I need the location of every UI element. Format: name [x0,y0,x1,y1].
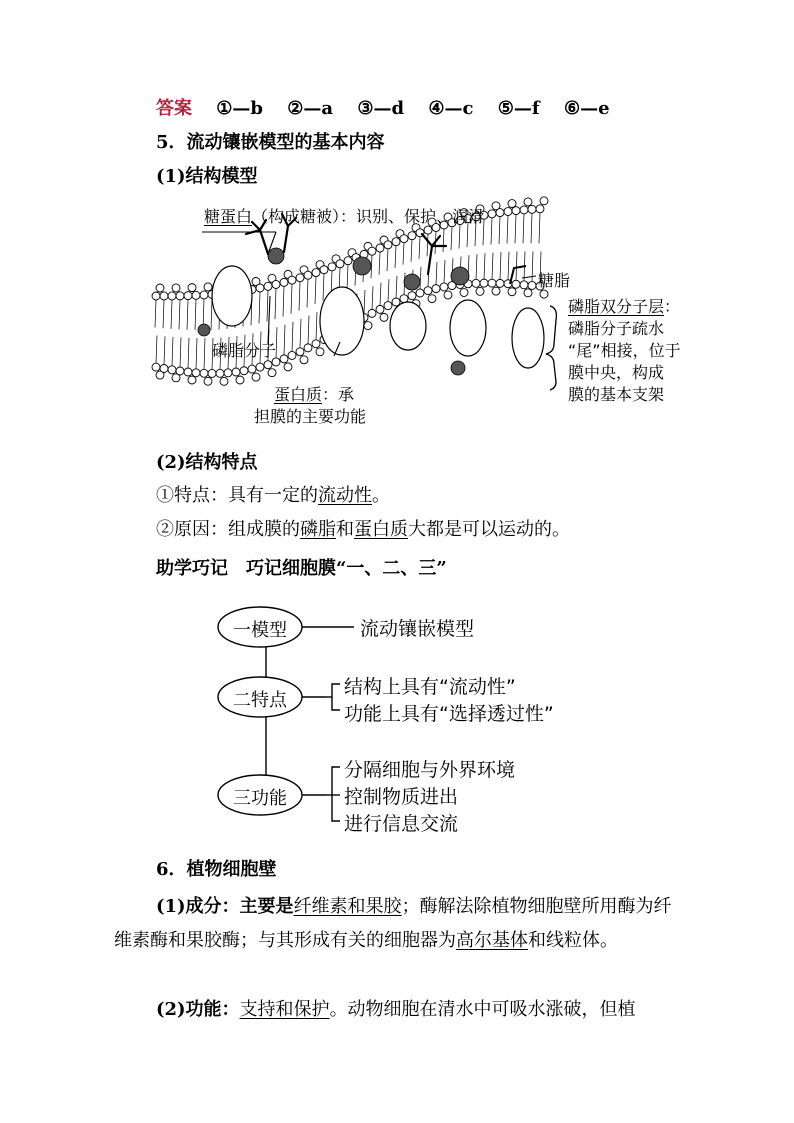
node2-item: 功能上具有“选择透过性” [344,703,554,725]
phospholipid-head [428,295,436,303]
node2-item: 结构上具有“流动性” [344,676,516,698]
phospholipid-head [376,305,384,313]
phospholipid-head [496,279,504,287]
phospholipid-head [540,197,548,205]
phospholipid-head [488,279,496,287]
node3-item: 控制物质进出 [344,786,459,808]
phospholipid-head [524,289,532,297]
phospholipid-head [160,364,168,372]
phospholipid-head [188,284,196,292]
node2-label: 二特点 [233,690,287,711]
phospholipid-head [460,289,468,297]
phospholipid-head [424,287,432,295]
phospholipid-head [528,205,536,213]
reason-prefix: ②原因：组成膜的 [156,519,300,540]
answer-pair: ④—c [428,98,474,119]
phospholipid-head [400,235,408,243]
phospholipid-head [200,291,208,299]
phospholipid-head [156,284,164,292]
phospholipid-tail [195,299,196,330]
reason-term2: 蛋白质 [354,519,408,540]
phospholipid-tail [427,234,428,256]
section5-heading: 5．流动镶嵌模型的基本内容 [156,132,385,153]
phospholipid-head [344,257,352,265]
phospholipid-tail [283,286,284,316]
phospholipid-head [304,271,312,279]
phospholipid-tail [259,292,260,324]
phospholipid-head [528,281,536,289]
phospholipid-head [380,313,388,321]
bilayer-desc-line: 膜的基本支架 [568,385,665,404]
phospholipid-head [216,369,224,377]
phospholipid-tail [476,254,477,279]
section6-heading: 6．植物细胞壁 [156,859,277,880]
phospholipid-head [328,263,336,271]
phospholipid-tail [388,279,389,301]
phospholipid-tail [188,338,189,368]
phospholipid-tail [444,260,445,283]
p2-term: 支持和保护 [239,999,330,1020]
phospholipid-tail [523,214,524,243]
phospholipid-head [224,369,232,377]
phospholipid-head [512,207,520,215]
memory-diagram [210,600,630,840]
bilayer-term: 磷脂双分子层 [568,297,665,316]
phospholipid-head [240,367,248,375]
feature-suffix: 。 [372,485,390,506]
phospholipid-tail [515,215,516,244]
answer-pair: ⑤—f [497,98,540,119]
phospholipid-tail [443,229,444,252]
phospholipid-head [172,284,180,292]
phospholipid-head [232,368,240,376]
phospholipid-tail [267,290,268,321]
phospholipid-tail [299,282,300,311]
phospholipid-tail [179,300,180,330]
phospholipid-tail [307,279,308,307]
node3-label: 三功能 [233,788,287,809]
reason-suffix: 大都是可以运动的。 [408,519,570,540]
phospholipid-head [152,292,160,300]
phospholipid-head [252,373,260,381]
section5-sub2: (2)结构特点 [156,452,258,473]
phospholipid-head [168,292,176,300]
phospholipid-head [236,376,244,384]
protein-desc-2: 担膜的主要功能 [254,407,367,426]
phospholipid-head [384,241,392,249]
phospholipid-head [304,344,312,352]
node1-label: 一模型 [233,620,287,641]
phospholipid-head [492,287,500,295]
phospholipid-tail [451,227,452,250]
phospholipid-head [472,279,480,287]
phospholipid-head [220,377,228,385]
phospholipid-tail [204,338,205,369]
protein-shape [212,266,252,326]
phospholipid-head [168,366,176,374]
phospholipid-head [520,206,528,214]
phospholipid-tail [372,286,373,309]
answer-label: 答案 [156,98,192,119]
phospholipid-head [504,208,512,216]
glycolipid-label: 糖脂 [538,271,571,290]
memory-heading: 助学巧记 巧记细胞膜“一、二、三” [156,558,447,579]
phospholipid-head [508,288,516,296]
protein-desc-1: ：承 [322,385,355,404]
phospholipid-head [152,363,160,371]
phospholipid-head [384,302,392,310]
node1-item: 流动镶嵌模型 [360,618,475,640]
reason-mid: 和 [336,519,354,540]
phospholipid-tail [403,243,404,265]
glycoprotein-desc: （构成糖被）：识别、保护、润滑 [252,207,485,226]
phospholipid-head [480,279,488,287]
phospholipid-label: 磷脂分子 [212,341,277,360]
phospholipid-head [336,260,344,268]
phospholipid-tail [284,325,285,355]
phospholipid-head [424,226,432,234]
phospholipid-head [520,281,528,289]
bilayer-desc-line: “尾”相接，位于 [568,341,681,360]
phospholipid-head [176,292,184,300]
phospholipid-tail [292,322,293,352]
phospholipid-head [540,290,548,298]
phospholipid-tail [500,252,501,279]
phospholipid-tail [196,338,197,369]
phospholipid-head [536,205,544,213]
phospholipid-head [496,209,504,217]
phospholipid-head [488,210,496,218]
phospholipid-head [248,365,256,373]
phospholipid-head [288,351,296,359]
phospholipid-tail [419,237,420,259]
phospholipid-tail [155,300,156,328]
protein-shape [390,302,426,350]
phospholipid-head [184,292,192,300]
phospholipid-tail [211,298,212,330]
phospholipid-head [440,283,448,291]
phospholipid-tail [387,249,388,271]
phospholipid-head [272,280,280,288]
phospholipid-head [256,363,264,371]
phospholipid-head [444,291,452,299]
phospholipid-head [296,274,304,282]
phospholipid-head [296,348,304,356]
phospholipid-head [280,355,288,363]
phospholipid-tail [379,252,380,275]
phospholipid-head [264,282,272,290]
phospholipid-tail [492,252,493,279]
phospholipid-head [288,276,296,284]
reason-line [156,518,570,542]
phospholipid-tail [436,262,437,285]
p1-prefix: (1)成分：主要是 [156,896,294,917]
phospholipid-head [188,376,196,384]
phospholipid-tail [156,336,157,364]
phospholipid-tail [171,300,172,329]
bilayer-desc-line: 膜中央，构成 [568,363,665,382]
protein-label [254,384,366,428]
phospholipid-tail [508,252,509,280]
phospholipid-tail [180,337,181,367]
phospholipid-tail [539,213,540,244]
p1-term2: 高尔基体 [456,930,528,951]
phospholipid-head [524,198,532,206]
phospholipid-head [408,232,416,240]
phospholipid-head [508,200,516,208]
answer-pair: ③—d [357,98,405,119]
phospholipid-head [184,368,192,376]
bilayer-desc-line: 磷脂分子疏水 [568,319,665,338]
section5-sub1: (1)结构模型 [156,166,258,187]
phospholipid-tail [531,213,532,243]
glycoprotein-label [204,204,484,227]
answer-pair: ⑥—e [563,98,610,119]
feature-prefix: ①特点：具有一定的 [156,485,318,506]
phospholipid-tail [164,336,165,364]
phospholipid-head [264,361,272,369]
phospholipid-tail [316,312,317,340]
phospholipid-head [280,278,288,286]
phospholipid-tail [507,216,508,244]
phospholipid-tail [291,284,292,314]
phospholipid-head [416,289,424,297]
phospholipid-head [392,238,400,246]
phospholipid-head [160,292,168,300]
phospholipid-head [364,322,372,330]
phospholipid-head [312,269,320,277]
phospholipid-head [368,247,376,255]
phospholipid-tail [276,327,277,358]
p1-term1: 纤维素和果胶 [293,896,402,917]
phospholipid-head [256,284,264,292]
phospholipid-head [208,369,216,377]
phospholipid-tail [395,246,396,268]
phospholipid-head [312,340,320,348]
p1-suffix: 和线粒体。 [528,930,618,951]
p1-mid: ；酶解法除植物细胞壁所用酶为纤维素酶和果胶酶；与其形成有关的细胞器为 [114,896,672,951]
node3-item: 进行信息交流 [344,813,459,835]
bilayer-colon: ： [664,297,681,316]
phospholipid-tail [275,288,276,319]
protein-shape [320,287,364,355]
p2-prefix: (2)功能： [156,999,240,1020]
phospholipid-tail [187,300,188,330]
phospholipid-tail [172,337,173,366]
phospholipid-tail [163,300,164,328]
answer-pair: ①—b [216,98,264,119]
phospholipid-head [316,348,324,356]
phospholipid-head [176,367,184,375]
phospholipid-head [200,369,208,377]
membrane-figure [150,196,710,442]
phospholipid-tail [491,218,492,245]
phospholipid-head [376,244,384,252]
phospholipid-tail [396,276,397,298]
phospholipid-head [192,369,200,377]
protein-term: 蛋白质 [274,385,323,404]
glycoprotein-term: 糖蛋白 [204,207,253,226]
feature-line [156,484,390,508]
phospholipid-tail [347,265,348,290]
protein-shape [512,308,544,368]
phospholipid-head [320,266,328,274]
phospholipid-tail [499,217,500,244]
protein-shape [450,300,486,356]
answer-pair: ②—a [287,98,334,119]
phospholipid-tail [315,277,316,305]
phospholipid-tail [364,290,365,314]
phospholipid-head [204,283,212,291]
phospholipid-head [284,363,292,371]
section6-p1 [114,890,684,958]
feature-term: 流动性 [318,485,372,506]
phospholipid-tail [323,274,324,301]
phospholipid-tail [420,267,421,289]
answer-line [156,97,610,121]
phospholipid-head [268,369,276,377]
bilayer-label [568,296,681,406]
p2-suffix: 。动物细胞在清水中可吸水涨破，但植 [329,999,636,1020]
phospholipid-head [432,285,440,293]
phospholipid-tail [516,251,517,280]
phospholipid-tail [484,253,485,279]
phospholipid-tail [411,240,412,262]
phospholipid-head [368,309,376,317]
phospholipid-head [192,291,200,299]
phospholipid-head [408,292,416,300]
phospholipid-tail [459,225,460,249]
phospholipid-head [476,287,484,295]
phospholipid-head [512,280,520,288]
section6-p2 [114,993,684,1027]
phospholipid-tail [380,283,381,306]
phospholipid-tail [300,319,301,348]
phospholipid-head [300,356,308,364]
reason-term1: 磷脂 [300,519,336,540]
phospholipid-tail [308,316,309,344]
phospholipid-head [204,377,212,385]
node3-item: 分隔细胞与外界环境 [344,759,516,781]
